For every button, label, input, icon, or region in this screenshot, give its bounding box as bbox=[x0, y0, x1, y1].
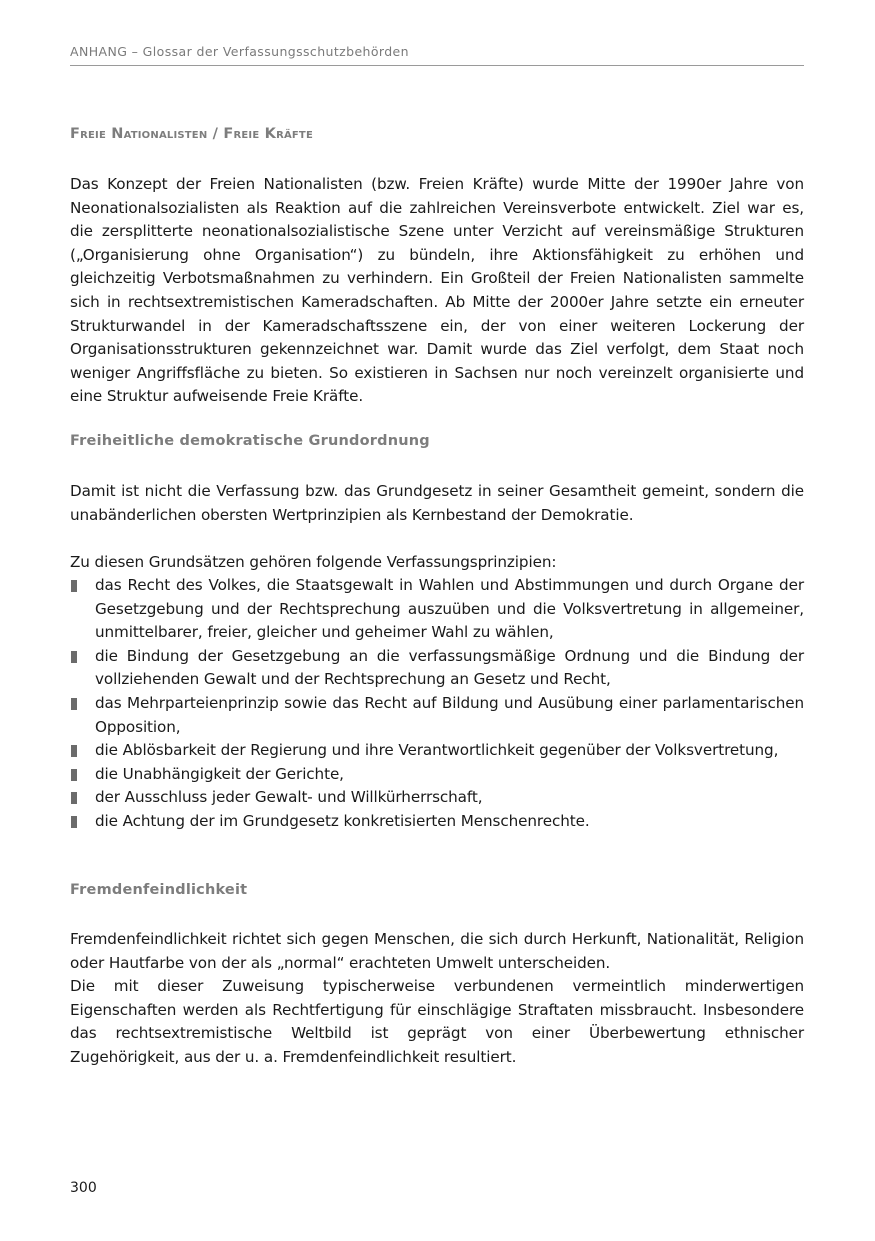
section-heading-fremdenfeindlichkeit: Fremdenfeindlichkeit bbox=[70, 882, 248, 898]
paragraph-fdgo-definition: Damit ist nicht die Verfassung bzw. das Grundgesetz in seiner Gesamtheit gemeint, sondern die unabänderlichen obersten Wertprinzipien als Kernbestand der Demokratie. bbox=[70, 482, 804, 524]
bullet-marker bbox=[71, 580, 77, 592]
bullet-marker bbox=[71, 792, 77, 804]
list-item: die Ablösbarkeit der Regierung und ihre Verantwortlichkeit gegenüber der Volksvertretung, bbox=[70, 739, 804, 763]
list-item: die Achtung der im Grundgesetz konkretisierten Menschenrechte. bbox=[70, 810, 804, 834]
section-heading-fdgo: Freiheitliche demokratische Grundordnung bbox=[70, 433, 430, 449]
bullet-marker bbox=[71, 698, 77, 710]
list-item: die Bindung der Gesetzgebung an die verfassungsmäßige Ordnung und die Bindung der vollziehenden Gewalt und der Rechtsprechung an Gesetz und Recht, bbox=[70, 645, 804, 692]
paragraph-freie-nationalisten: Das Konzept der Freien Nationalisten (bzw. Freien Kräfte) wurde Mitte der 1990er Jahre von Neonationalsozialisten als Reaktion auf die zahlreichen Vereinsverbote entwickelt. Ziel war es, die zersplitterte neonationalsozialistische Szene unter Verzicht auf vereinsmäßige Strukturen („Organisierung ohne Organisation“) zu bündeln, ihre Aktionsfähigkeit zu erhöhen und gleichzeitig Verbotsmaßnahmen zu verhindern. Ein Großteil der Freien Nationalisten sammelte sich in rechtsextremistischen Kameradschaften. Ab Mitte der 2000er Jahre setzte ein erneuter Strukturwandel in der Kameradschaftsszene ein, der von einer weiteren Lockerung der Organisationsstrukturen gekennzeichnet war. Damit wurde das Ziel verfolgt, dem Staat noch weniger Angriffsfläche zu bieten. So existieren in Sachsen nur noch vereinzelt organisierte und eine Struktur aufweisende Freie Kräfte. bbox=[70, 175, 804, 406]
list-item: das Mehrparteienprinzip sowie das Recht auf Bildung und Ausübung einer parlamentarischen Opposition, bbox=[70, 692, 804, 739]
paragraph-fremdenfeindlichkeit-detail: Die mit dieser Zuweisung typischerweise verbundenen vermeintlich minderwertigen Eigenschaften werden als Rechtfertigung für einschlägige Straftaten missbraucht. Insbesondere das rechtsextremistische Weltbild ist geprägt von einer Überbewertung ethnischer Zugehörigkeit, aus der u. a. Fremdenfeindlichkeit resultiert. bbox=[70, 977, 804, 1066]
paragraph-fremdenfeindlichkeit-definition: Fremdenfeindlichkeit richtet sich gegen Menschen, die sich durch Herkunft, Nationalität, Religion oder Hautfarbe von der als „normal“ erachteten Umwelt unterscheiden. bbox=[70, 930, 804, 972]
bullet-marker bbox=[71, 651, 77, 663]
list-item: die Unabhängigkeit der Gerichte, bbox=[70, 763, 804, 787]
principles-list bbox=[70, 574, 804, 834]
bullet-marker bbox=[71, 745, 77, 757]
section-heading-freie-nationalisten: Freie Nationalisten / Freie Kräfte bbox=[70, 126, 313, 142]
list-item: der Ausschluss jeder Gewalt- und Willkürherrschaft, bbox=[70, 786, 804, 810]
list-item: das Recht des Volkes, die Staatsgewalt in Wahlen und Abstimmungen und durch Organe der Gesetzgebung und der Rechtsprechung auszuüben und die Volksvertretung in allgemeiner, unmittelbarer, freier, gleicher und geheimer Wahl zu wählen, bbox=[70, 574, 804, 645]
paragraph-fdgo-intro: Zu diesen Grundsätzen gehören folgende Verfassungsprinzipien: bbox=[70, 553, 557, 571]
bullet-marker bbox=[71, 816, 77, 828]
page-number: 300 bbox=[70, 1180, 97, 1196]
bullet-marker bbox=[71, 769, 77, 781]
running-header: ANHANG – Glossar der Verfassungsschutzbehörden bbox=[70, 44, 804, 66]
